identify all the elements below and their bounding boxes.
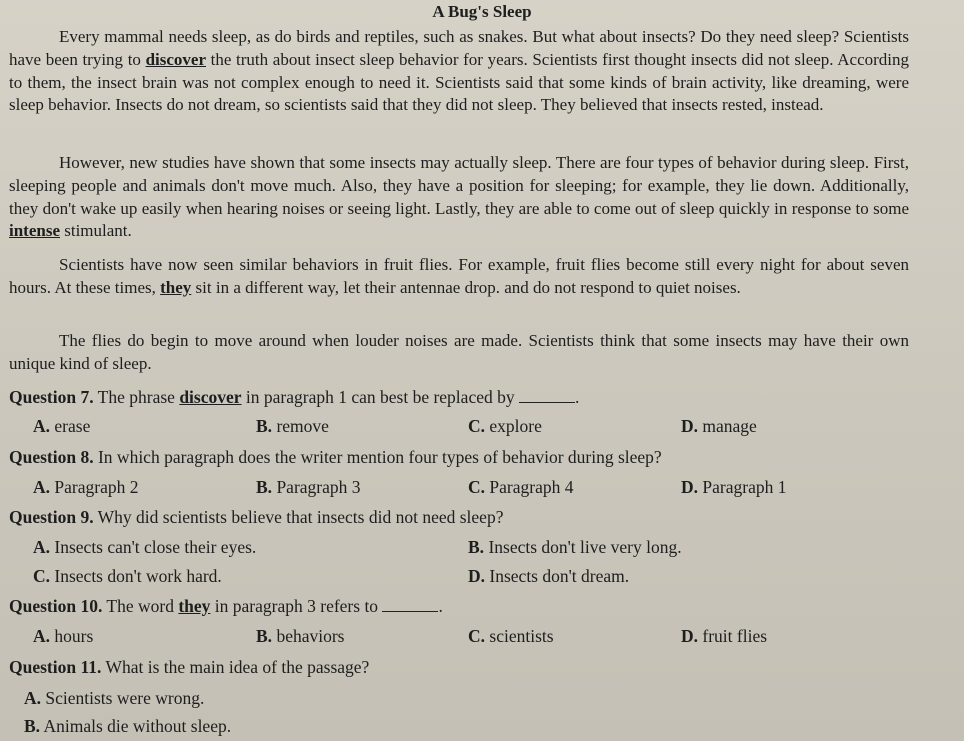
option-text: behaviors [276,626,345,646]
paragraph-2 [9,152,909,243]
passage-title: A Bug's Sleep [432,2,532,21]
option-letter: D. [681,416,699,436]
question-7 [9,387,949,408]
question-9 [9,507,949,528]
option-10d[interactable] [681,626,767,647]
option-10b[interactable] [256,626,344,647]
paragraph-3 [9,254,909,300]
option-9b[interactable] [468,537,682,558]
option-text: erase [54,416,91,436]
question-text: What is the main idea of the passage? [101,657,370,677]
question-label: Question 7. [9,387,94,407]
option-letter: B. [24,716,41,736]
option-text: manage [702,416,757,436]
option-text: hours [54,626,94,646]
underlined-word: they [178,596,211,616]
underlined-word: intense [9,221,60,241]
paragraph-text: the truth about insect sleep behavior for years. Scientists first thought insects did not sleep. According to them, the insect brain was not complex enough to need it. Scientists said that some kinds of brain activity, like dreaming, were sleep behavior. Insects do not dream, so scientists said that they did not sleep. They believed that insects rested, instead. [9,49,910,115]
option-9c[interactable] [33,566,222,587]
question-text: in paragraph 3 refers to [210,596,379,616]
option-text: explore [489,416,542,436]
option-text: Animals die without sleep. [43,716,232,736]
option-9a[interactable] [33,537,256,558]
underlined-word: they [160,277,192,297]
option-text: Paragraph 1 [702,477,787,497]
option-9d[interactable] [468,566,629,587]
underlined-word: discover [145,49,206,69]
paragraph-text: sit in a different way, let their antennae drop. and do not respond to quiet noises. [191,277,741,297]
question-text: The word [102,596,179,616]
question-end: . [574,387,580,407]
question-label: Question 11. [9,657,102,677]
option-letter: D. [468,566,486,586]
option-letter: A. [33,416,51,436]
paragraph-text: The flies do begin to move around when louder noises are made. Scientists think that some insects may have their own unique kind of sleep. [9,331,909,373]
question-11 [9,657,949,678]
question-text: Why did scientists believe that insects did not need sleep? [93,507,504,527]
option-text: Paragraph 3 [276,477,361,497]
option-7d[interactable] [681,416,757,437]
option-text: Insects don't work hard. [54,566,222,586]
paragraph-text: Scientists have now seen similar behaviors in fruit flies. For example, fruit flies become still every night for about seven hours. At these times, [9,255,909,297]
option-7a[interactable] [33,416,90,437]
option-text: fruit flies [702,626,768,646]
option-letter: C. [468,416,486,436]
option-letter: B. [468,537,485,557]
option-letter: B. [256,477,273,497]
option-11a[interactable] [24,688,204,709]
option-letter: D. [681,626,699,646]
paragraph-1 [9,26,909,117]
question-text: in paragraph 1 can best be replaced by [241,387,515,407]
option-letter: A. [33,626,51,646]
option-text: scientists [489,626,554,646]
option-text: Paragraph 4 [489,477,574,497]
option-letter: B. [256,416,273,436]
option-letter: A. [33,477,51,497]
question-text: In which paragraph does the writer mention four types of behavior during sleep? [93,447,662,467]
option-text: Insects don't dream. [489,566,630,586]
option-10a[interactable] [33,626,93,647]
option-11b[interactable] [24,716,231,737]
question-end: . [438,596,443,616]
option-letter: C. [33,566,51,586]
option-text: Insects can't close their eyes. [54,537,257,557]
paragraph-text: stimulant. [60,221,132,241]
question-label: Question 9. [9,507,94,527]
option-text: remove [276,416,329,436]
question-text: The phrase [93,387,180,407]
option-8d[interactable] [681,477,786,498]
paragraph-4 [9,330,909,376]
paragraph-text: Every mammal needs sleep, as do birds and reptiles, such as snakes. But what about insects? Do they need sleep? Scientists have been trying to [9,27,909,69]
option-10c[interactable] [468,626,554,647]
answer-blank[interactable] [382,599,438,612]
option-letter: D. [681,477,699,497]
option-7c[interactable] [468,416,542,437]
option-7b[interactable] [256,416,329,437]
option-8c[interactable] [468,477,573,498]
option-letter: C. [468,477,486,497]
question-label: Question 10. [9,596,103,616]
option-8a[interactable] [33,477,138,498]
option-letter: C. [468,626,486,646]
option-8b[interactable] [256,477,361,498]
option-text: Insects don't live very long. [488,537,682,557]
option-letter: A. [33,537,51,557]
answer-blank[interactable] [519,390,575,403]
question-label: Question 8. [9,447,94,467]
option-letter: B. [256,626,273,646]
option-text: Scientists were wrong. [45,688,205,708]
option-text: Paragraph 2 [54,477,139,497]
question-8 [9,447,949,468]
question-10 [9,596,949,617]
paragraph-text: However, new studies have shown that some insects may actually sleep. There are four types of behavior during sleep. First, sleeping people and animals don't move much. Also, they have a position for sleeping; for example, they lie down. Additionally, they don't wake up easily when hearing noises or seeing light. Lastly, they are able to come out of sleep quickly in response to some [9,153,909,218]
underlined-word: discover [179,387,242,407]
option-letter: A. [24,688,42,708]
